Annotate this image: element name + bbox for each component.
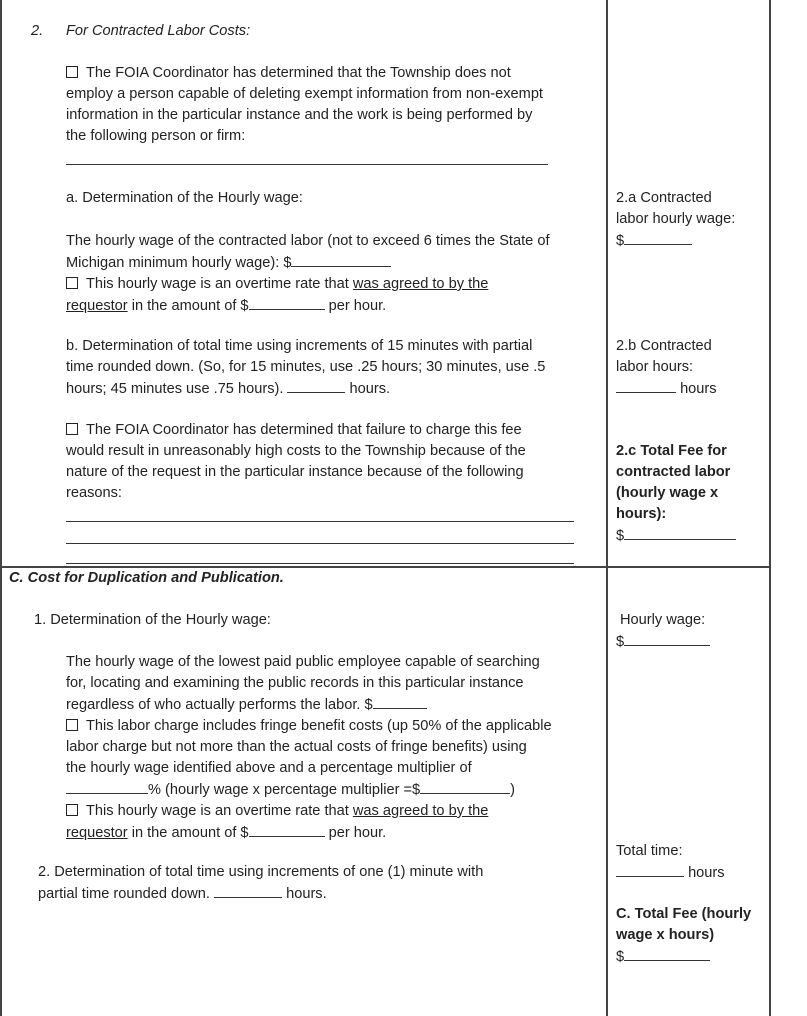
field-c-time[interactable] [616, 862, 684, 877]
checkbox-not-capable[interactable] [66, 66, 78, 78]
checkbox-fringe[interactable] [66, 719, 78, 731]
fee-waiver-statement: The FOIA Coordinator has determined that failure to charge this fee would result in unreasonably high costs to the Township because of the nature of the request in the particular instance because of the following reasons: [66, 422, 526, 501]
reasons-line-2[interactable] [66, 543, 574, 544]
section-number: 2. [31, 23, 44, 39]
firm-name-field[interactable] [66, 164, 548, 165]
section-title: For Contracted Labor Costs: [66, 23, 251, 39]
overtime-amount-field[interactable] [249, 295, 325, 310]
label-c-time: Total time: hours [616, 843, 725, 881]
column-divider [606, 0, 608, 1016]
c-overtime-amount-field[interactable] [249, 822, 325, 837]
contract-wage-field[interactable] [291, 252, 391, 267]
checkbox-c-overtime[interactable] [66, 804, 78, 816]
c-wage-field[interactable] [373, 694, 427, 709]
contract-hourly-wage: The hourly wage of the contracted labor (not to exceed 6 times the State of Michigan minimum hourly wage): $ This hourly wage is an overtime rate that was agreed to by the requestor in the amount of $ per hour. [66, 233, 550, 314]
reasons-line-3[interactable] [66, 563, 574, 564]
percentage-field[interactable] [66, 779, 148, 794]
field-2a[interactable] [624, 230, 692, 245]
c-hours-field[interactable] [214, 883, 282, 898]
label-2b: 2.b Contracted labor hours: hours [616, 338, 717, 397]
hourly-wage-heading: a. Determination of the Hourly wage: [66, 190, 303, 206]
checkbox-overtime[interactable] [66, 277, 78, 289]
c-total-time: 2. Determination of total time using increments of one (1) minute with partial time rounded down. hours. [38, 864, 484, 902]
reasons-line-1[interactable] [66, 521, 574, 522]
coordinator-statement: The FOIA Coordinator has determined that the Township does not employ a person capable of deleting exempt information from non-exempt information in the particular instance and the work is being performed by the following person or firm: [66, 65, 543, 144]
right-border [769, 0, 771, 1016]
field-2c[interactable] [624, 525, 736, 540]
field-c-total[interactable] [624, 946, 710, 961]
section-c-title: C. Cost for Duplication and Publication. [9, 570, 284, 586]
label-2a: 2.a Contracted labor hourly wage: $ [616, 190, 736, 249]
label-c-hourly: Hourly wage: $ [620, 610, 710, 653]
total-time-determination: b. Determination of total time using increments of 15 minutes with partial time rounded down. (So, for 15 minutes, use .25 hours; 30 minutes, use .5 hours; 45 minutes use .75 hours). hours. [66, 338, 546, 397]
left-border [0, 0, 2, 1016]
contract-hours-field[interactable] [287, 378, 345, 393]
c-hourly-wage-heading: 1. Determination of the Hourly wage: [34, 612, 271, 628]
field-c-hourly[interactable] [624, 631, 710, 646]
multiplier-result-field[interactable] [420, 779, 510, 794]
field-2b[interactable] [616, 378, 676, 393]
checkbox-fee-waiver[interactable] [66, 423, 78, 435]
label-2c: 2.c Total Fee for contracted labor (hourly wage x hours): $ [616, 441, 736, 547]
c-hourly-wage-description: The hourly wage of the lowest paid public employee capable of searching for, locating and examining the public records in this particular instance regardless of who actually performs the labor. $ This labor charge includes fringe benefit costs (up 50% of the applicable labor charge but not more than the actual costs of fringe benefits) using the hourly wage identified above and a percentage multiplier of % (hourly wage x percentage multiplier =$ ) This hourly wage is an overtime rate that was agreed to by the requestor in the amount of $ per hour. [66, 654, 552, 841]
label-c-total: C. Total Fee (hourly wage x hours) $ [616, 906, 752, 965]
